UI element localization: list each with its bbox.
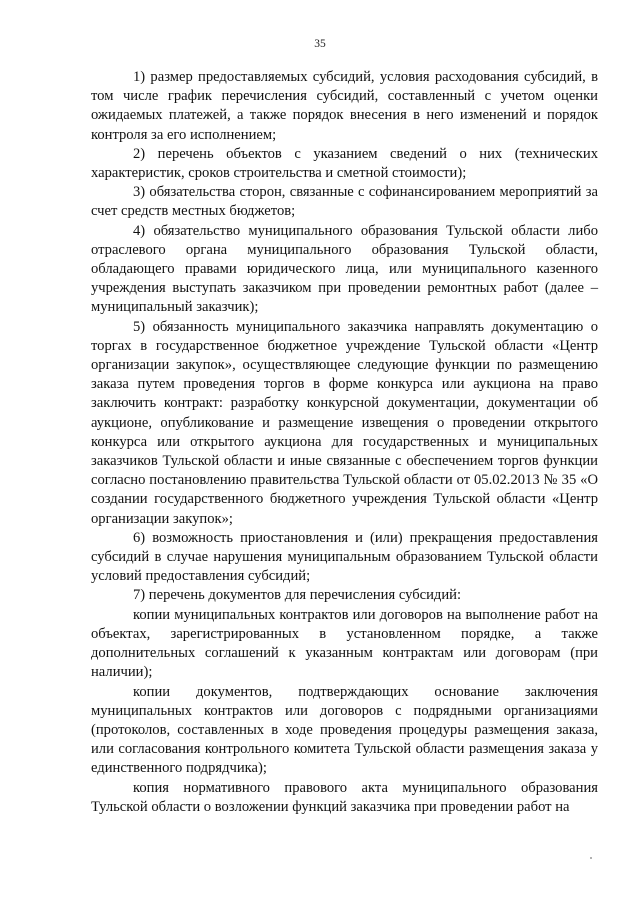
paragraph-item-3: 3) обязательства сторон, связанные с софинансированием мероприятий за счет средств местных бюджетов; bbox=[91, 184, 598, 220]
paragraph-documents-basis: копии документов, подтверждающих основание заключения муниципальных контрактов или договоров с подрядными организациями (протоколов, составленных в ходе проведения процедуры размещения заказа, или согласования контрольного комитета Тульской области размещения заказа у единственного подрядчика); bbox=[91, 683, 598, 777]
paragraph-item-4: 4) обязательство муниципального образования Тульской области либо отраслевого органа муниципального образования Тульской области, обладающего правами юридического лица, или муниципального казенного учреждения выступать заказчиком при проведении ремонтных работ (далее – муниципальный заказчик); bbox=[91, 222, 598, 316]
document-body bbox=[91, 68, 598, 817]
paragraph-item-5: 5) обязанность муниципального заказчика направлять документацию о торгах в государственное бюджетное учреждение Тульской области «Центр организации закупок», осуществляющее следующие функции по размещению заказа путем проведения торгов в форме конкурса или аукциона на право заключить контракт: разработку конкурсной документации, документации об аукционе, опубликование и размещение извещения о проведении открытого конкурса или открытого аукциона для государственных и муниципальных заказчиков Тульской области и иные связанные с обеспечением торгов функции согласно постановлению правительства Тульской области от 05.02.2013 № 35 «О создании государственного бюджетного учреждения Тульской области «Центр организации закупок»; bbox=[91, 318, 598, 527]
paragraph-documents-contracts: копии муниципальных контрактов или договоров на выполнение работ на объектах, зарегистрированных в установленном порядке, а также дополнительных соглашений к указанным контрактам или договорам (при наличии); bbox=[91, 606, 598, 681]
scan-artifact-dot bbox=[590, 857, 592, 859]
paragraph-item-2: 2) перечень объектов с указанием сведений о них (технических характеристик, сроков строительства и сметной стоимости); bbox=[91, 145, 598, 182]
paragraph-item-1: 1) размер предоставляемых субсидий, условия расходования субсидий, в том числе график перечисления субсидий, составленный с учетом оценки ожидаемых платежей, а также порядок внесения в него изменений и порядок контроля за его исполнением; bbox=[91, 69, 598, 143]
paragraph-item-7: 7) перечень документов для перечисления субсидий: bbox=[133, 587, 462, 604]
paragraph-documents-normative-act: копия нормативного правового акта муниципального образования Тульской области о возложении функций заказчика при проведении работ на bbox=[91, 779, 598, 815]
page-number: 35 bbox=[314, 38, 326, 50]
paragraph-item-6: 6) возможность приостановления и (или) прекращения предоставления субсидий в случае нарушения муниципальным образованием Тульской области условий предоставления субсидий; bbox=[91, 529, 598, 585]
